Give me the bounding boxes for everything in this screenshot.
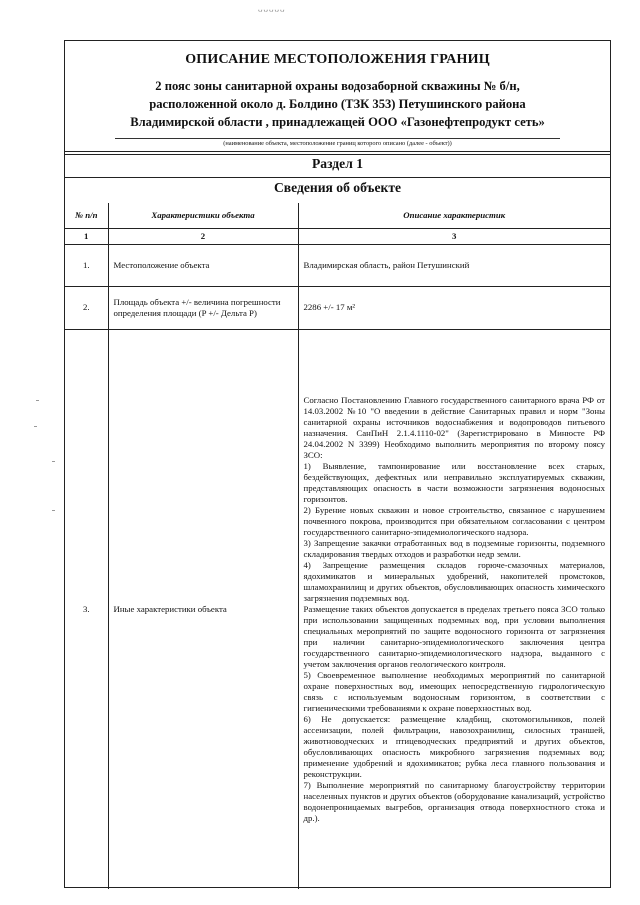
section-heading: Сведения об объекте [273,180,402,195]
top-stamp: ᴗᴗᴗᴗᴗ [258,4,286,14]
margin-mark [34,426,37,427]
column-header: Характеристики объекта [108,203,298,228]
object-table [65,203,610,889]
margin-mark [52,510,55,511]
column-header: № п/п [65,203,108,228]
divider [65,177,610,178]
section-name: Раздел 1 [311,156,364,171]
table-row [65,286,610,329]
column-number: 2 [108,228,298,244]
divider [65,154,610,155]
object-name-line: 2 пояс зоны санитарной охраны водозаборной скважины № б/н, [155,79,520,93]
row-characteristic: Иные характеристики объекта [108,329,298,889]
table-row [65,329,610,889]
column-numbers-row [65,228,610,244]
row-description [298,329,610,889]
description-paragraph: 2) Бурение новых скважин и новое строительство, связанное с нарушением почвенного покрова, производится при обязательном согласовании с центром государственного санитарно-эпидемиологического надзора. [303,504,605,537]
description-paragraph: Согласно Постановлению Главного государственного санитарного врача РФ от 14.03.2002 №10 "О введении в действие Санитарных правил и норм "Зоны санитарной охраны источников водоснабжения и водопроводов питьевого назначения. СанПиН 2.1.4.1110-02" (Зарегистрировано в Минюсте РФ 24.04.2002 N 3399) Необходимо выполнить мероприятия по второму поясу ЗСО: [303,394,605,460]
divider [65,151,610,152]
document-frame [64,40,611,888]
document-title: ОПИСАНИЕ МЕСТОПОЛОЖЕНИЯ ГРАНИЦ [185,52,490,67]
description-paragraph: 5) Своевременное выполнение необходимых мероприятий по санитарной охране поверхностных вод, имеющих непосредственную гидрологическую связь с используемым водоносным горизонтом, в соответствии с гигиеническими требованиями к охране поверхностных вод. [303,669,605,713]
description-paragraph: 4) Запрещение размещения складов горюче-смазочных материалов, ядохимикатов и минеральных удобрений, накопителей промстоков, шламохранилищ и других объектов, обусловливающих опасность химического загрязнения подземных вод. [303,559,605,603]
object-name-line: Владимирской области , принадлежащей ООО «Газонефтепродукт сеть» [130,115,545,129]
row-characteristic: Местоположение объекта [108,244,298,286]
table-row [65,244,610,286]
description-paragraph: 3) Запрещение закачки отработанных вод в подземные горизонты, подземного складирования твердых отходов и разработки недр земли. [303,537,605,559]
row-description: Владимирская область, район Петушинский [298,244,610,286]
row-number: 1. [65,244,108,286]
object-name-line: расположенной около д. Болдино (ТЗК 353) Петушинского района [149,97,526,111]
description-paragraph: 7) Выполнение мероприятий по санитарному благоустройству территории населенных пунктов и других объектов (оборудование канализаций, устройство водонепроницаемых выгребов, организация отвода поверхностного стока и др.). [303,779,605,823]
row-description: 2286 +/- 17 м² [298,286,610,329]
object-name [65,77,610,131]
margin-mark [36,400,39,401]
table-header-row [65,203,610,228]
column-header: Описание характеристик [298,203,610,228]
margin-mark [52,461,55,462]
row-number: 3. [65,329,108,889]
row-characteristic: Площадь объекта +/- величина погрешности определения площади (P +/- Дельта P) [108,286,298,329]
description-paragraph: Размещение таких объектов допускается в пределах третьего пояса ЗСО только при использовании защищенных подземных вод, при условии выполнения специальных мероприятий по защите водоносного горизонта от загрязнения при наличии санитарно-эпидемиологического заключения центра государственного санитарно-эпидемиологического надзора, выданного с учетом заключения органов геологического контроля. [303,603,605,669]
description-paragraph: 6) Не допускается: размещение кладбищ, скотомогильников, полей ассенизации, полей фильтрации, навозохранилищ, силосных траншей, животноводческих и птицеводческих предприятий и других объектов, обусловливающих опасность микробного загрязнения подземных вод; применение удобрений и ядохимикатов; рубка леса главного пользования и реконструкции. [303,713,605,779]
title-note: (наименование объекта, местоположение границ которого описано (далее - объект)) [223,140,452,147]
title-underline [115,138,560,139]
description-paragraph: 1) Выявление, тампонирование или восстановление всех старых, бездействующих, дефектных или неправильно эксплуатируемых скважин, представляющих опасность в части возможности загрязнения водоносных горизонтов. [303,460,605,504]
column-number: 3 [298,228,610,244]
column-number: 1 [65,228,108,244]
row-number: 2. [65,286,108,329]
